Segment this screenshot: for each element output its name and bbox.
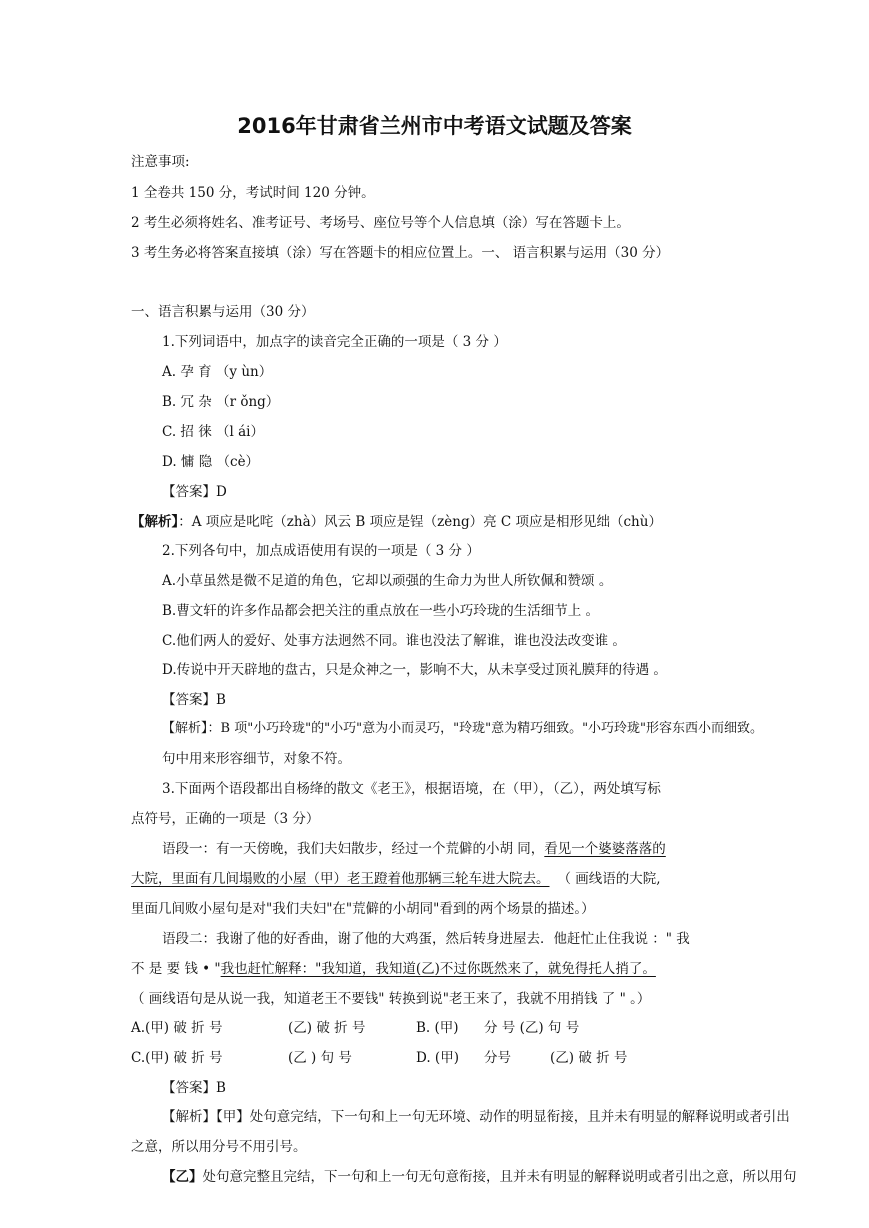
passage-text: 不 是 要 钱 • " (131, 961, 221, 977)
passage-text: （ 画线语的大院, (557, 871, 661, 887)
q1-analysis (131, 513, 662, 531)
q2-option-a: A.小草虽然是微不足道的角色，它却以顽强的生命力为世人所钦佩和赞颂 。 (162, 573, 613, 589)
q3-option-d-part2: 分号 (484, 1050, 511, 1066)
answer-tag: 【答案】 (162, 484, 216, 500)
answer-value: B (216, 692, 226, 708)
answer-value: B (216, 1080, 226, 1096)
q3-analysis-1-cont: 之意，所以用分号不用引号。 (131, 1139, 307, 1155)
analysis-tag: 【解析】 (162, 1109, 216, 1125)
q3-option-d-part3: (乙) 破 折 号 (550, 1050, 628, 1066)
notice-heading: 注意事项: (131, 154, 190, 170)
notice-item-3: 3 考生务必将答案直接填（涂）写在答题卡的相应位置上。一、 语言积累与运用（30 分） (131, 245, 670, 261)
jia-tag: 【甲】 (216, 1109, 250, 1125)
q3-passage1-line2 (131, 870, 661, 888)
analysis-tag: 【解析】 (162, 721, 208, 736)
q3-option-c: C.(甲) 破 折 号 (131, 1050, 223, 1066)
q1-option-b: B. 冗 杂 （r ǒng） (162, 394, 280, 410)
analysis-text: ：A 项应是叱咤（zhà）风云 B 项应是锃（zèng）亮 C 项应是相形见绌（chù） (178, 514, 662, 530)
analysis-tag: 【解析】 (131, 514, 179, 530)
q2-option-d: D.传说中开天辟地的盘古，只是众神之一，影响不大，从未享受过顶礼膜拜的待遇 。 (162, 662, 667, 678)
q3-option-d: D. (甲) (416, 1050, 459, 1066)
underlined-text: 大院，里面有几间塌败的小屋（甲）老王蹬着他那辆三轮车进大院去。 (131, 871, 550, 887)
document-title: 2016年甘肃省兰州市中考语文试题及答案 (237, 114, 632, 138)
analysis-text: 处句意完整且完结，下一句和上一句无句意衔接，且并未有明显的解释说明或者引出之意，所以用句 (202, 1169, 797, 1185)
q3-passage2-line3: （ 画线语句是从说一我，知道老王不要钱" 转换到说"老王来了，我就不用捎钱 了 " 。） (131, 991, 651, 1007)
q3-option-c-part2: (乙 ) 句 号 (288, 1050, 352, 1066)
q3-passage2-line1: 语段二：我谢了他的好香曲，谢了他的大鸡蛋，然后转身进屋去．他赶忙止住我说 ：" 我 (162, 931, 690, 947)
yi-tag: 【乙】 (162, 1169, 203, 1185)
q1-option-c: C. 招 徕 （l ái） (162, 424, 264, 440)
q1-stem: 1.下列词语中，加点字的读音完全正确的一项是（ 3 分 ） (162, 334, 507, 350)
q3-option-a-part2: (乙) 破 折 号 (288, 1020, 366, 1036)
q2-option-b: B.曹文轩的许多作品都会把关注的重点放在一些小巧玲珑的生活细节上 。 (162, 603, 600, 619)
q3-option-b-part2: 分 号 (乙) 句 号 (484, 1020, 580, 1036)
underlined-text: 我也赶忙解释："我知道，我知道(乙)不过你既然来了，就免得托人捎了。 (220, 961, 656, 977)
underlined-text: 看见一个婆婆落落的 (544, 841, 666, 857)
answer-tag: 【答案】 (162, 692, 216, 708)
q2-option-c: C.他们两人的爱好、处事方法迥然不同。谁也没法了解谁，谁也没法改变谁 。 (162, 633, 626, 649)
q2-analysis-cont: 句中用来形容细节，对象不符。 (162, 751, 351, 767)
analysis-text: ：B 项"小巧玲珑"的"小巧"意为小而灵巧，"玲珑"意为精巧细致。"小巧玲珑"形容东西小而细致。 (207, 721, 764, 736)
q3-passage1-line3: 里面几间败小屋句是对"我们夫妇"在"荒僻的小胡同"看到的两个场景的描述。） (131, 901, 595, 917)
section-heading: 一、语言积累与运用（30 分） (131, 304, 315, 320)
q3-stem-1: 3.下面两个语段都出自杨绛的散文《老王》，根据语境，在（甲），（乙），两处填写标 (162, 781, 661, 797)
answer-tag: 【答案】 (162, 1080, 216, 1096)
q3-stem-2: 点符号，正确的一项是（3 分） (131, 811, 320, 827)
notice-item-1: 1 全卷共 150 分，考试时间 120 分钟。 (131, 185, 375, 201)
analysis-text: 处句意完结，下一句和上一句无环境、动作的明显衔接，且并未有明显的解释说明或者引出 (249, 1109, 790, 1125)
q1-answer (162, 483, 227, 501)
q3-analysis-1 (162, 1108, 790, 1126)
q2-stem: 2.下列各句中，加点成语使用有误的一项是（ 3 分 ） (162, 543, 480, 559)
notice-item-2: 2 考生必须将姓名、准考证号、考场号、座位号等个人信息填（涂）写在答题卡上。 (131, 215, 630, 231)
q2-analysis (162, 720, 763, 738)
q3-option-b: B. (甲) (416, 1020, 459, 1036)
q3-answer (162, 1079, 226, 1097)
q1-option-a: A. 孕 育 （y ùn） (162, 364, 273, 380)
q1-option-d: D. 慵 隐 （cè） (162, 454, 260, 470)
passage-text: 语段一：有一天傍晚，我们夫妇散步，经过一个荒僻的小胡 同， (162, 841, 545, 857)
q3-passage1-line1 (162, 840, 666, 858)
q2-answer (162, 691, 226, 709)
q3-analysis-2 (162, 1168, 797, 1186)
q3-passage2-line2 (131, 960, 656, 978)
q3-option-a: A.(甲) 破 折 号 (131, 1020, 223, 1036)
answer-value: D (216, 484, 227, 500)
